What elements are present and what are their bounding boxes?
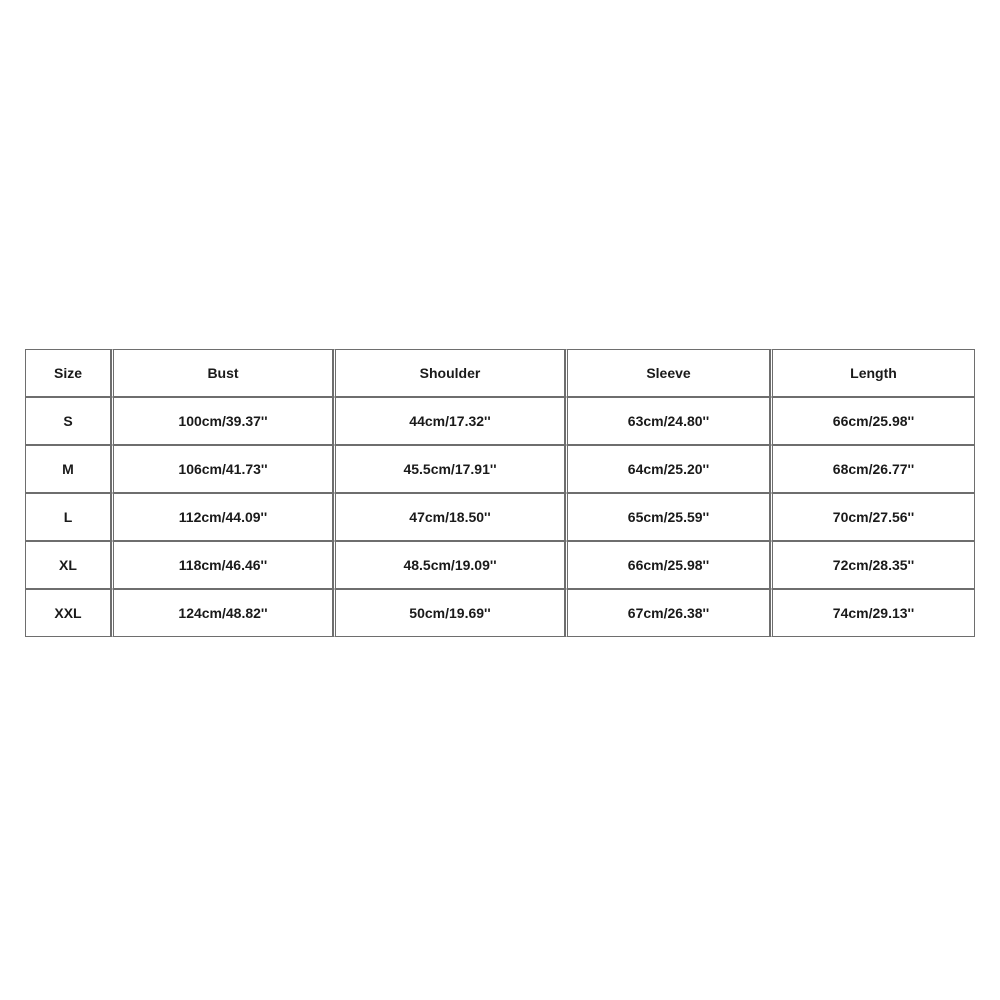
cell-size: L	[25, 493, 111, 541]
cell-size: S	[25, 397, 111, 445]
cell-sleeve: 66cm/25.98''	[565, 541, 770, 589]
cell-bust: 118cm/46.46''	[111, 541, 333, 589]
cell-shoulder: 47cm/18.50''	[333, 493, 565, 541]
header-sleeve: Sleeve	[565, 349, 770, 397]
cell-size: M	[25, 445, 111, 493]
cell-bust: 112cm/44.09''	[111, 493, 333, 541]
header-shoulder: Shoulder	[333, 349, 565, 397]
table-header-row	[25, 349, 975, 397]
cell-length: 74cm/29.13''	[770, 589, 975, 637]
header-length: Length	[770, 349, 975, 397]
table-row	[25, 397, 975, 445]
header-bust: Bust	[111, 349, 333, 397]
table-row	[25, 541, 975, 589]
cell-sleeve: 65cm/25.59''	[565, 493, 770, 541]
cell-size: XL	[25, 541, 111, 589]
cell-shoulder: 50cm/19.69''	[333, 589, 565, 637]
cell-bust: 124cm/48.82''	[111, 589, 333, 637]
cell-size: XXL	[25, 589, 111, 637]
size-chart-table	[25, 349, 975, 637]
table-row	[25, 493, 975, 541]
cell-shoulder: 44cm/17.32''	[333, 397, 565, 445]
cell-sleeve: 63cm/24.80''	[565, 397, 770, 445]
cell-shoulder: 45.5cm/17.91''	[333, 445, 565, 493]
cell-sleeve: 64cm/25.20''	[565, 445, 770, 493]
cell-length: 68cm/26.77''	[770, 445, 975, 493]
cell-length: 70cm/27.56''	[770, 493, 975, 541]
cell-shoulder: 48.5cm/19.09''	[333, 541, 565, 589]
header-size: Size	[25, 349, 111, 397]
cell-length: 72cm/28.35''	[770, 541, 975, 589]
table-row	[25, 589, 975, 637]
cell-bust: 106cm/41.73''	[111, 445, 333, 493]
table-row	[25, 445, 975, 493]
cell-length: 66cm/25.98''	[770, 397, 975, 445]
cell-bust: 100cm/39.37''	[111, 397, 333, 445]
cell-sleeve: 67cm/26.38''	[565, 589, 770, 637]
